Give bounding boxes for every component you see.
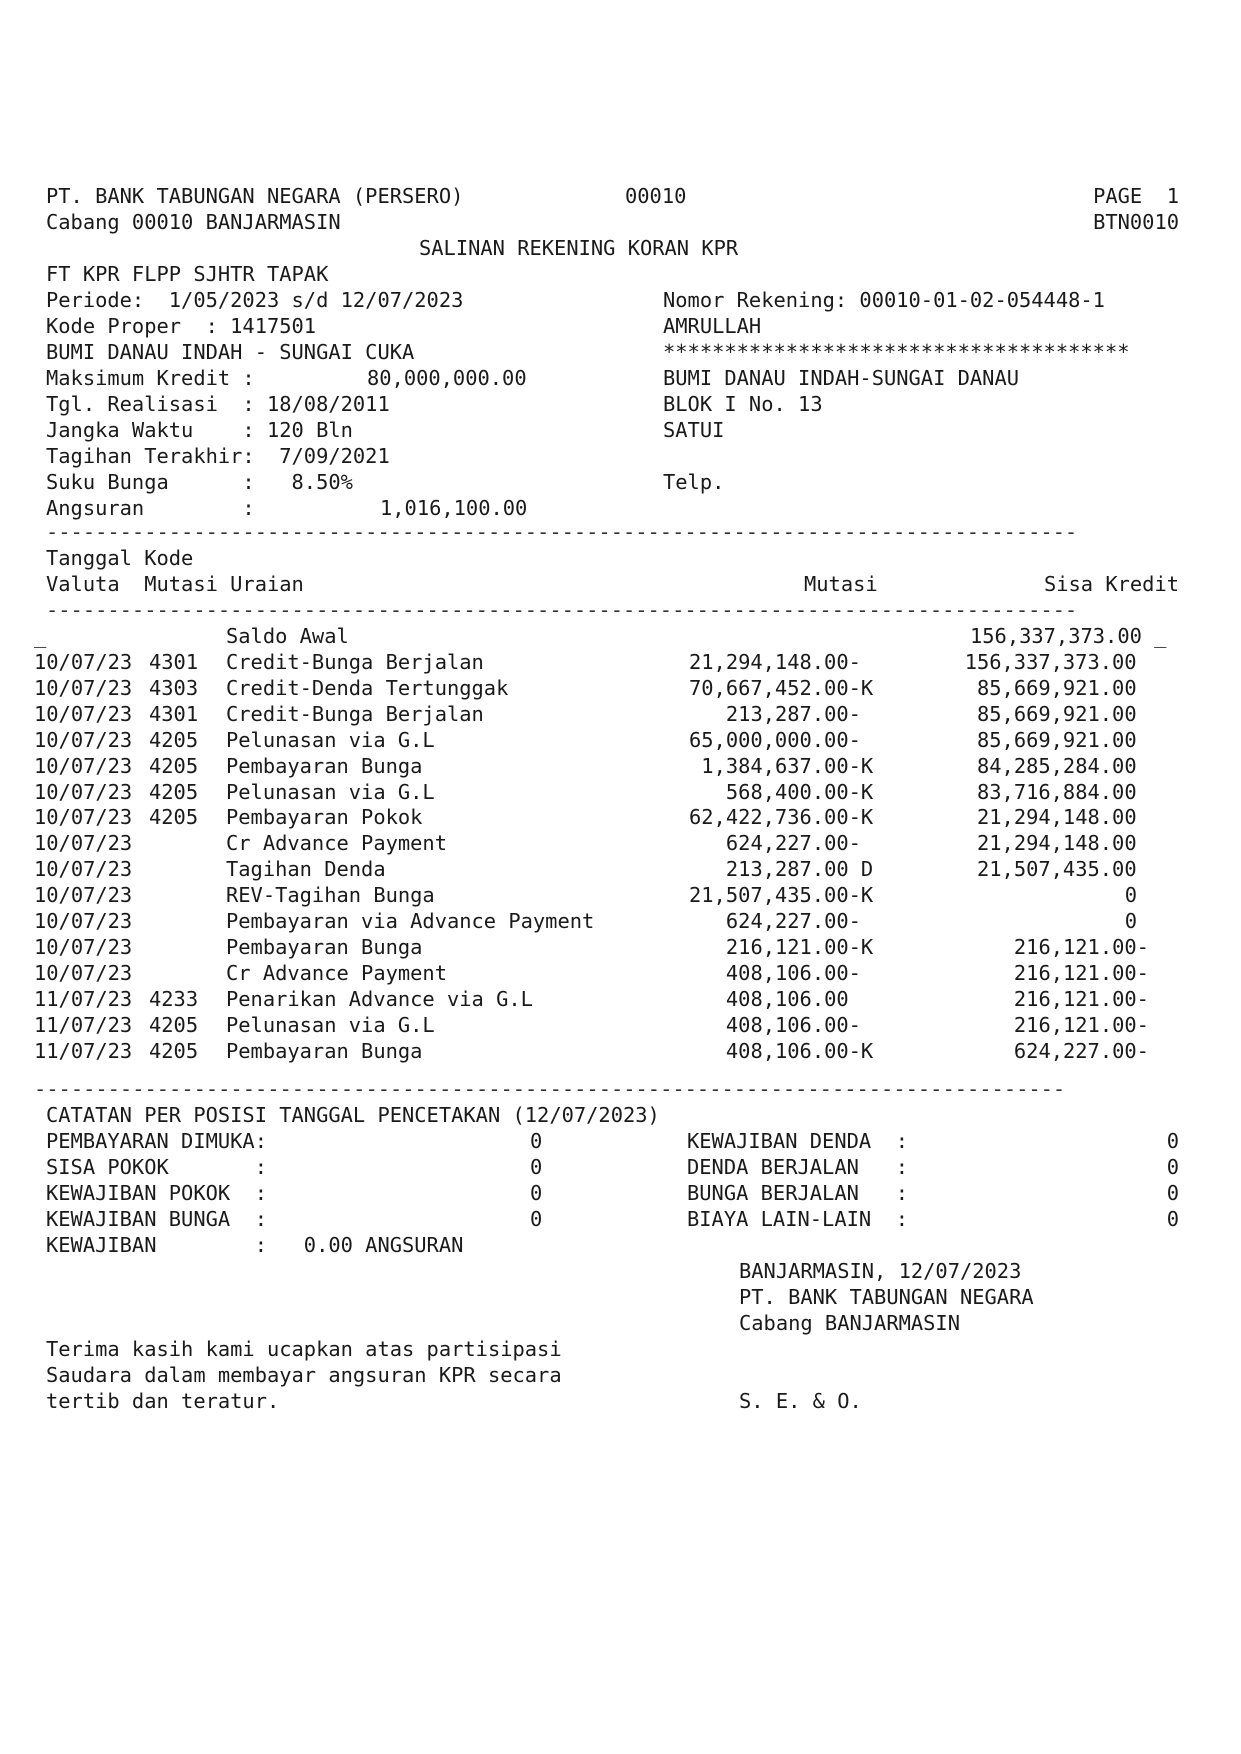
tagihan-terakhir: Tagihan Terakhir: 7/09/2021	[46, 444, 390, 468]
note-label: KEWAJIBAN POKOK :	[46, 1181, 267, 1205]
transaction-balance: 216,121.00-	[1013, 1012, 1149, 1037]
transaction-balance: 0	[1124, 909, 1137, 933]
note-value: 0	[1166, 1181, 1179, 1205]
column-header-sisa-kredit: Sisa Kredit	[1043, 572, 1179, 596]
transaction-code: 4205	[149, 1038, 199, 1063]
table-row	[0, 728, 1241, 754]
signing-bank: PT. BANK TABUNGAN NEGARA	[739, 1285, 1034, 1309]
jangka-waktu: Jangka Waktu : 120 Bln	[46, 418, 353, 442]
telephone: Telp.	[663, 470, 725, 494]
table-row	[0, 935, 1241, 961]
table-row	[0, 702, 1241, 728]
transaction-balance: 84,285,284.00	[977, 753, 1137, 778]
product-name: FT KPR FLPP SJHTR TAPAK	[46, 262, 329, 286]
project-name: BUMI DANAU INDAH - SUNGAI CUKA	[46, 340, 415, 364]
transaction-description: REV-Tagihan Bunga	[226, 883, 435, 908]
transaction-description: Pembayaran Bunga	[226, 1038, 423, 1063]
table-row	[0, 805, 1241, 831]
table-row	[0, 987, 1241, 1013]
transaction-mutasi: 408,106.00	[725, 986, 849, 1011]
transaction-description: Pelunasan via G.L	[226, 1012, 435, 1037]
note-value: 0	[1166, 1155, 1179, 1179]
table-row	[0, 754, 1241, 780]
transaction-balance: 21,294,148.00	[977, 805, 1137, 830]
period: Periode: 1/05/2023 s/d 12/07/2023	[46, 288, 464, 312]
address-line-3: SATUI	[663, 418, 725, 442]
transaction-code: 4301	[149, 701, 199, 726]
transaction-balance: 21,507,435.00	[977, 857, 1137, 882]
transaction-mutasi: 1,384,637.00-K	[701, 753, 874, 778]
transaction-mutasi: 213,287.00-	[725, 701, 861, 726]
transaction-code: 4233	[149, 986, 199, 1011]
transaction-mutasi: 408,106.00-	[725, 1012, 861, 1037]
transaction-mutasi: 624,227.00-	[725, 909, 861, 933]
transaction-balance: 85,669,921.00	[977, 675, 1137, 700]
angsuran-label: Angsuran :	[46, 496, 255, 520]
transaction-code: 4205	[149, 1012, 199, 1037]
table-row	[0, 780, 1241, 806]
transaction-mutasi: 216,121.00-K	[725, 934, 874, 959]
transaction-description: Pembayaran Bunga	[226, 934, 423, 959]
note-label: KEWAJIBAN DENDA :	[687, 1129, 908, 1153]
transaction-description: Cr Advance Payment	[226, 960, 447, 985]
transaction-description: Pelunasan via G.L	[226, 779, 435, 804]
transaction-mutasi: 213,287.00 D	[725, 857, 874, 882]
signing-branch: Cabang BANJARMASIN	[739, 1311, 960, 1335]
note-label: PEMBAYARAN DIMUKA:	[46, 1129, 267, 1153]
transaction-balance: 83,716,884.00	[977, 779, 1137, 804]
transaction-date: 10/07/23	[34, 753, 133, 778]
place-date: BANJARMASIN, 12/07/2023	[739, 1259, 1022, 1283]
transaction-date: 10/07/23	[34, 701, 133, 726]
transaction-mutasi: 408,106.00-K	[725, 1038, 874, 1063]
transaction-mutasi: 568,400.00-K	[725, 779, 874, 804]
transaction-description: Credit-Bunga Berjalan	[226, 650, 484, 674]
note-label: BIAYA LAIN-LAIN :	[687, 1207, 908, 1231]
page-number: PAGE 1	[1093, 184, 1179, 208]
separator-line: ------------------------------------------------------------------------------------	[34, 1077, 1066, 1101]
transaction-date: 10/07/23	[34, 857, 133, 882]
transaction-date: 11/07/23	[34, 1038, 133, 1063]
transaction-date: 10/07/23	[34, 727, 133, 752]
table-row	[0, 883, 1241, 909]
transaction-balance: 21,294,148.00	[977, 831, 1137, 856]
thank-you-line-1: Terima kasih kami ucapkan atas partisipasi	[46, 1337, 562, 1361]
transaction-code: 4301	[149, 650, 199, 674]
transaction-balance: 156,337,373.00	[964, 650, 1137, 674]
transaction-mutasi: 70,667,452.00-K	[689, 675, 874, 700]
column-header-mutasi: Mutasi	[804, 572, 878, 596]
transaction-date: 10/07/23	[34, 779, 133, 804]
note-label: KEWAJIBAN BUNGA :	[46, 1207, 267, 1231]
transaction-code: 4303	[149, 675, 199, 700]
transaction-description: Pelunasan via G.L	[226, 727, 435, 752]
transaction-date: 10/07/23	[34, 805, 133, 830]
maksimum-kredit-value: 80,000,000.00	[367, 366, 527, 390]
opening-marker: _	[34, 624, 47, 648]
transaction-date: 10/07/23	[34, 934, 133, 959]
transaction-description: Credit-Denda Tertunggak	[226, 675, 509, 700]
transaction-date: 10/07/23	[34, 960, 133, 985]
kode-proper: Kode Proper : 1417501	[46, 314, 317, 338]
opening-balance: 156,337,373.00 _	[970, 624, 1167, 648]
printer-id: BTN0010	[1093, 210, 1179, 234]
transaction-balance: 624,227.00-	[1013, 1038, 1149, 1063]
maksimum-kredit-label: Maksimum Kredit :	[46, 366, 255, 390]
transaction-code: 4205	[149, 779, 199, 804]
bank-name: PT. BANK TABUNGAN NEGARA (PERSERO)	[46, 184, 464, 208]
separator-line: ------------------------------------------------------------------------------------	[46, 520, 1078, 544]
table-row	[0, 831, 1241, 857]
thank-you-line-3: tertib dan teratur.	[46, 1389, 280, 1413]
table-header-line-1: Tanggal Kode	[46, 546, 194, 570]
transaction-mutasi: 624,227.00-	[725, 831, 861, 856]
address-line-1: BUMI DANAU INDAH-SUNGAI DANAU	[663, 366, 1020, 390]
transaction-date: 11/07/23	[34, 1012, 133, 1037]
table-row	[0, 909, 1241, 935]
tgl-realisasi: Tgl. Realisasi : 18/08/2011	[46, 392, 390, 416]
transaction-description: Cr Advance Payment	[226, 831, 447, 856]
table-row	[0, 676, 1241, 702]
table-row	[0, 857, 1241, 883]
transaction-code: 4205	[149, 727, 199, 752]
note-value: 0	[530, 1129, 543, 1153]
transaction-mutasi: 408,106.00-	[725, 960, 861, 985]
transaction-date: 10/07/23	[34, 650, 133, 674]
transaction-code: 4205	[149, 805, 199, 830]
table-row	[0, 1013, 1241, 1039]
note-label: BUNGA BERJALAN :	[687, 1181, 908, 1205]
notes-title: CATATAN PER POSISI TANGGAL PENCETAKAN (12/07/2023)	[46, 1103, 660, 1127]
transaction-mutasi: 62,422,736.00-K	[689, 805, 874, 830]
seo-note: S. E. & O.	[739, 1389, 862, 1413]
note-label: DENDA BERJALAN :	[687, 1155, 908, 1179]
table-header-line-2: Valuta Mutasi Uraian	[46, 572, 304, 596]
table-row	[0, 961, 1241, 987]
note-value: 0	[1166, 1129, 1179, 1153]
account-number: Nomor Rekening: 00010-01-02-054448-1	[663, 288, 1105, 312]
note-value: 0	[530, 1207, 543, 1231]
transaction-mutasi: 65,000,000.00-	[689, 727, 861, 752]
statement-title: SALINAN REKENING KORAN KPR	[419, 236, 739, 260]
transaction-balance: 216,121.00-	[1013, 960, 1149, 985]
transaction-date: 10/07/23	[34, 675, 133, 700]
note-label: SISA POKOK :	[46, 1155, 267, 1179]
transaction-balance: 216,121.00-	[1013, 986, 1149, 1011]
note-value: 0	[1166, 1207, 1179, 1231]
transaction-date: 11/07/23	[34, 986, 133, 1011]
transaction-description: Penarikan Advance via G.L	[226, 986, 533, 1011]
table-row	[0, 1039, 1241, 1065]
transaction-date: 10/07/23	[34, 883, 133, 908]
transaction-description: Pembayaran Bunga	[226, 753, 423, 778]
table-row	[0, 650, 1241, 676]
transaction-mutasi: 21,507,435.00-K	[689, 883, 874, 908]
note-value: 0	[530, 1181, 543, 1205]
angsuran-value: 1,016,100.00	[380, 496, 528, 520]
transaction-description: Tagihan Denda	[226, 857, 386, 882]
kewajiban-angsuran: KEWAJIBAN : 0.00 ANGSURAN	[46, 1233, 464, 1257]
transaction-balance: 0	[1124, 883, 1137, 908]
transaction-balance: 216,121.00-	[1013, 934, 1149, 959]
transaction-date: 10/07/23	[34, 831, 133, 856]
thank-you-line-2: Saudara dalam membayar angsuran KPR secara	[46, 1363, 562, 1387]
transaction-mutasi: 21,294,148.00-	[689, 650, 861, 674]
opening-description: Saldo Awal	[226, 624, 349, 648]
branch-code: 00010	[625, 184, 687, 208]
branch-line: Cabang 00010 BANJARMASIN	[46, 210, 341, 234]
transaction-description: Credit-Bunga Berjalan	[226, 701, 484, 726]
transaction-balance: 85,669,921.00	[977, 701, 1137, 726]
transaction-description: Pembayaran Pokok	[226, 805, 423, 830]
address-line-2: BLOK I No. 13	[663, 392, 823, 416]
suku-bunga: Suku Bunga : 8.50%	[46, 470, 353, 494]
transaction-date: 10/07/23	[34, 909, 133, 933]
transaction-description: Pembayaran via Advance Payment	[226, 909, 595, 933]
note-value: 0	[530, 1155, 543, 1179]
customer-name: AMRULLAH	[663, 314, 762, 338]
transaction-balance: 85,669,921.00	[977, 727, 1137, 752]
separator-line: ------------------------------------------------------------------------------------	[46, 598, 1078, 622]
masked-separator: **************************************	[663, 340, 1130, 364]
transaction-code: 4205	[149, 753, 199, 778]
